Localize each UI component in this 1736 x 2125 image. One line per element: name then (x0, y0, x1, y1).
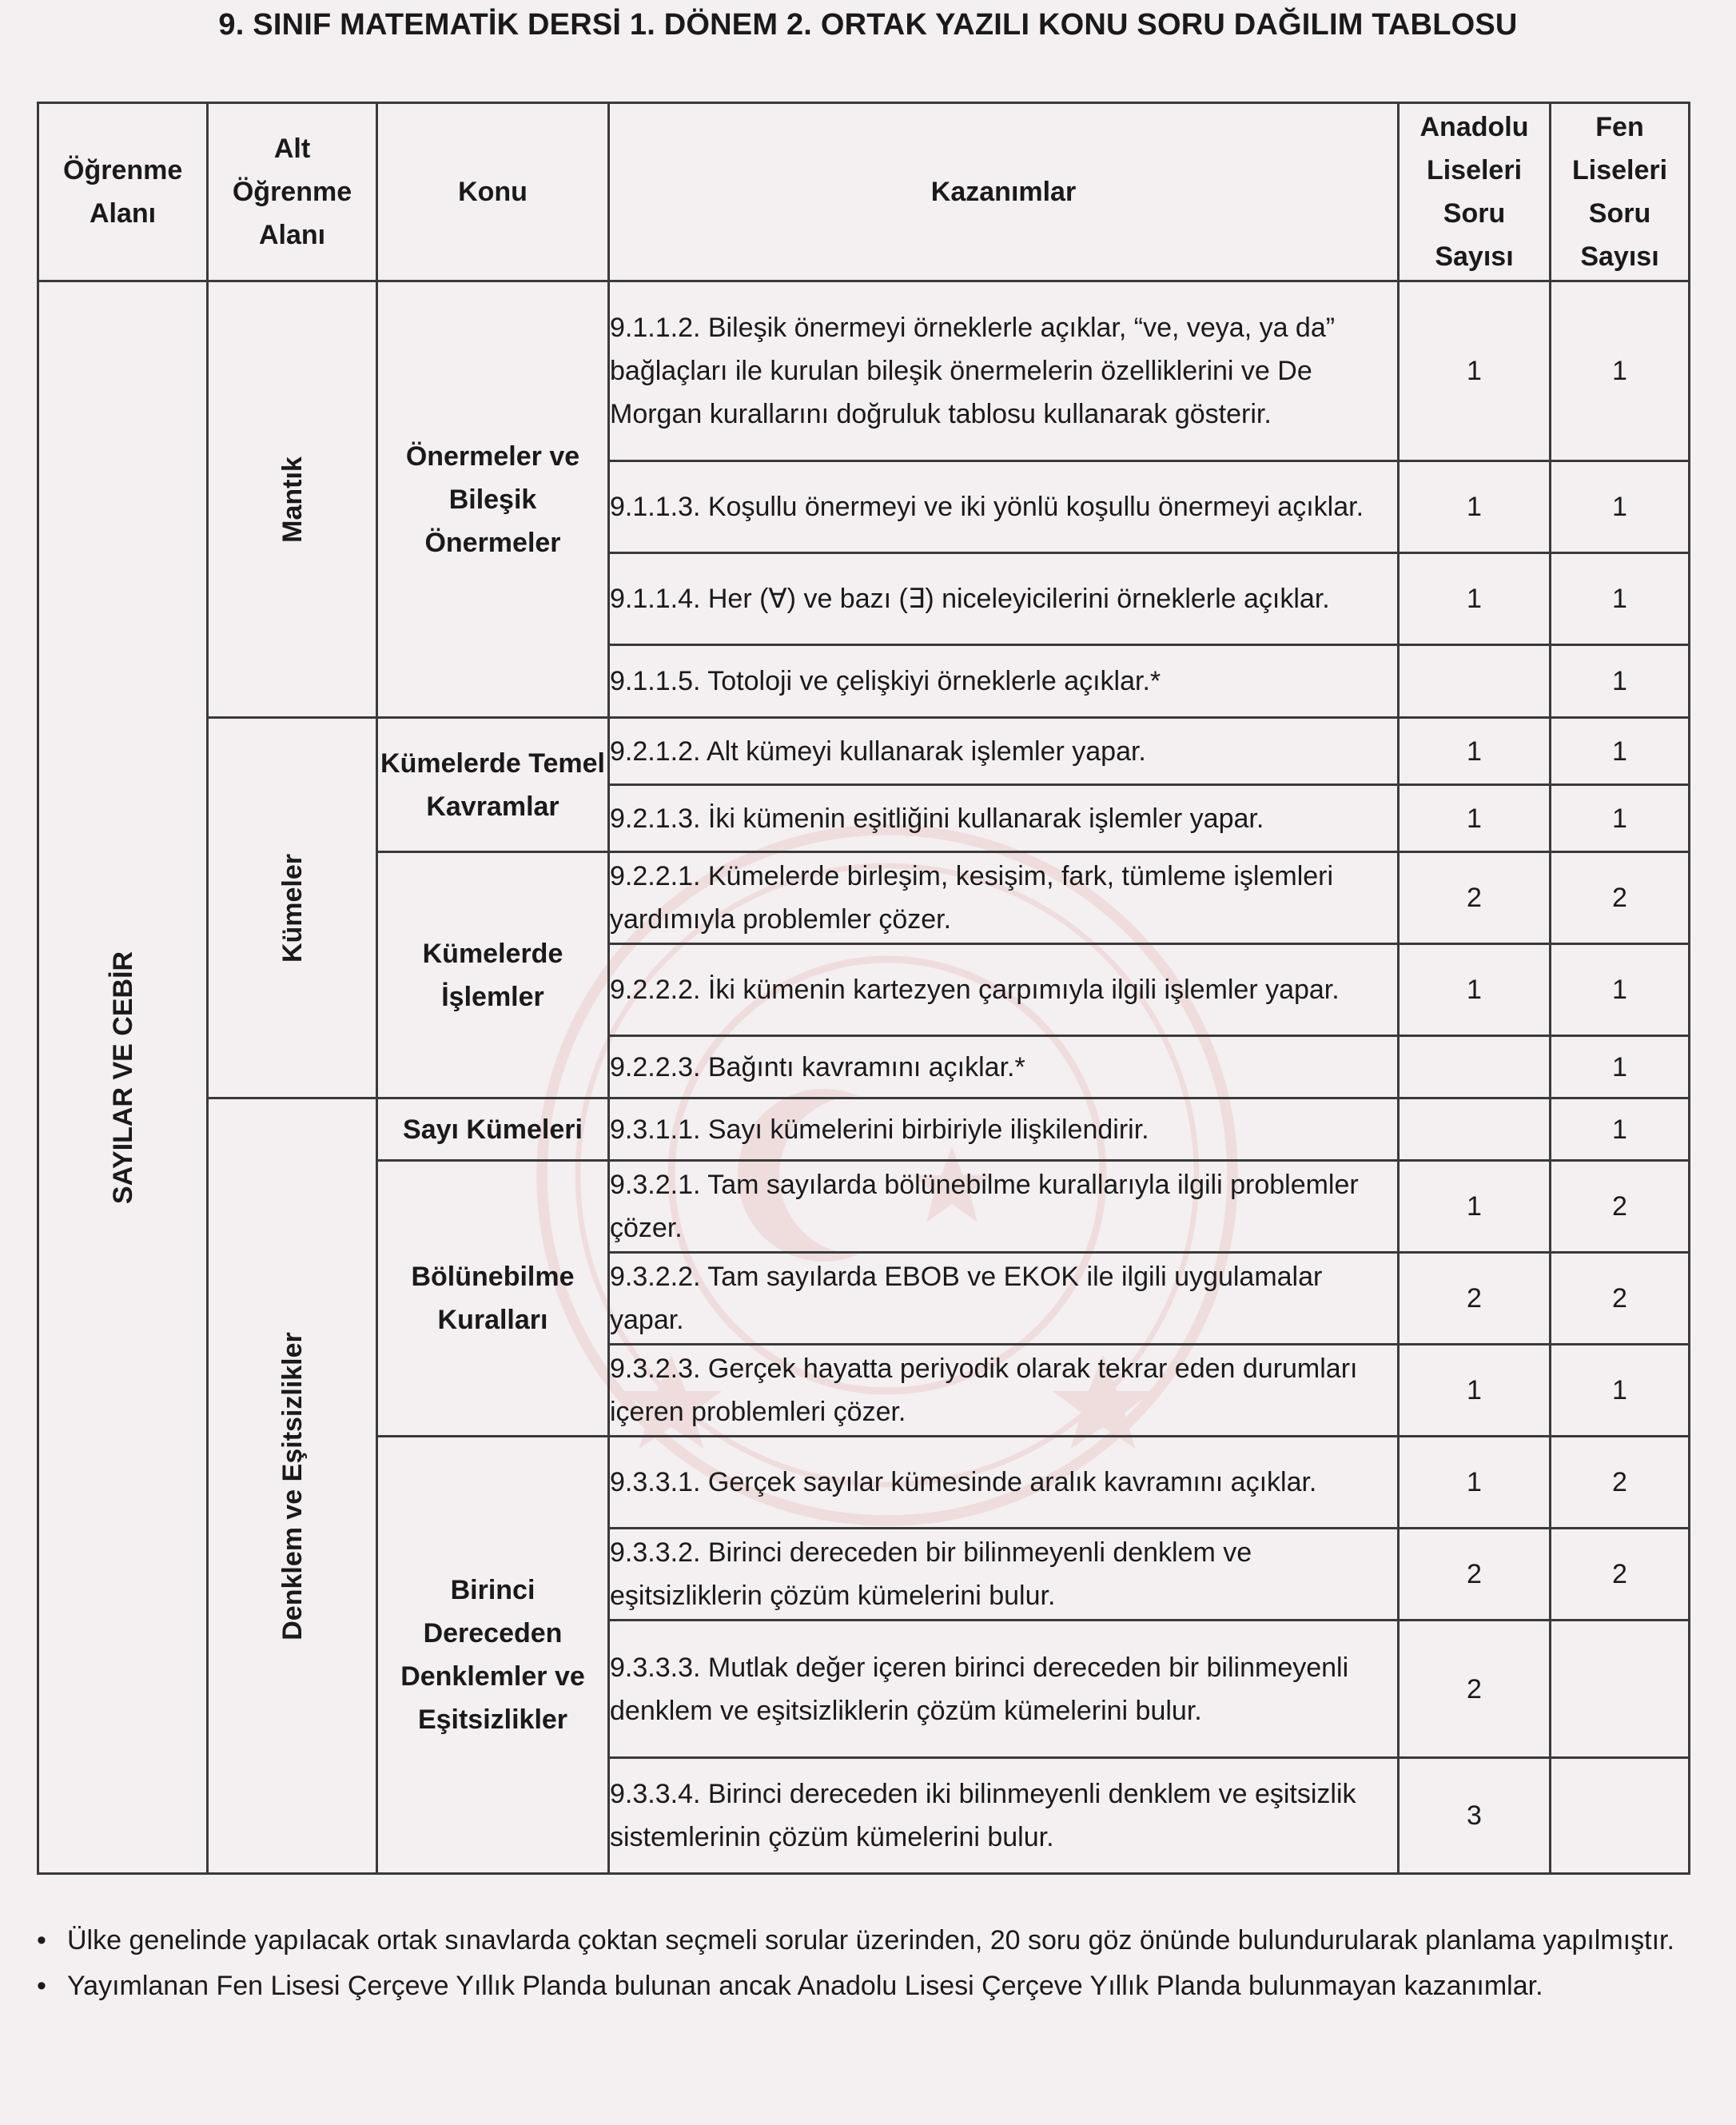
anadolu-count: 2 (1399, 1253, 1551, 1345)
fen-count: 1 (1551, 281, 1690, 461)
anadolu-count (1399, 1036, 1551, 1098)
header-alt-ogrenme-alani: Alt Öğrenme Alanı (208, 103, 377, 281)
anadolu-count: 1 (1399, 281, 1551, 461)
ogrenme-alani-label: SAYILAR VE CEBİR (107, 951, 138, 1204)
fen-count: 2 (1551, 1437, 1690, 1529)
kazanim-cell: 9.3.2.3. Gerçek hayatta periyodik olarak tekrar eden durumları içeren problemleri çözer. (609, 1345, 1399, 1437)
note-item (37, 1964, 1691, 2008)
konu-cell: Bölünebilme Kuralları (377, 1161, 609, 1437)
kazanim-cell: 9.1.1.3. Koşullu önermeyi ve iki yönlü koşullu önermeyi açıklar. (609, 461, 1399, 553)
bullet-icon: • (37, 1925, 46, 1956)
alt-alan-label: Denklem ve Eşitsizlikler (277, 1331, 308, 1641)
anadolu-count: 1 (1399, 553, 1551, 645)
alt-alan-label: Kümeler (277, 853, 308, 963)
kazanim-cell: 9.3.3.1. Gerçek sayılar kümesinde aralık kavramını açıklar. (609, 1437, 1399, 1529)
fen-count: 1 (1551, 1098, 1690, 1161)
kazanim-cell: 9.2.2.2. İki kümenin kartezyen çarpımıyla ilgili işlemler yapar. (609, 944, 1399, 1036)
konu-cell: Sayı Kümeleri (377, 1098, 609, 1161)
fen-count: 2 (1551, 1529, 1690, 1621)
notes-list (37, 1919, 1691, 2010)
header-konu: Konu (377, 103, 609, 281)
table-row (38, 281, 1690, 461)
fen-count: 1 (1551, 718, 1690, 785)
header-ogrenme-alani: Öğrenme Alanı (38, 103, 208, 281)
konu-cell: Kümelerde İşlemler (377, 852, 609, 1098)
anadolu-count: 1 (1399, 785, 1551, 852)
table-header-row (38, 103, 1690, 281)
kazanim-cell: 9.3.3.3. Mutlak değer içeren birinci dereceden bir bilinmeyenli denklem ve eşitsizliklerin çözüm kümelerini bulur. (609, 1621, 1399, 1758)
kazanim-cell: 9.1.1.5. Totoloji ve çelişkiyi örneklerle açıklar.* (609, 645, 1399, 718)
table-row (38, 1098, 1690, 1161)
fen-count: 2 (1551, 1253, 1690, 1345)
header-anadolu: Anadolu Liseleri Soru Sayısı (1399, 103, 1551, 281)
kazanim-cell: 9.3.3.4. Birinci dereceden iki bilinmeyenli denklem ve eşitsizlik sistemlerinin çözüm kümelerini bulur. (609, 1758, 1399, 1874)
kazanim-cell: 9.3.3.2. Birinci dereceden bir bilinmeyenli denklem ve eşitsizliklerin çözüm kümelerini bulur. (609, 1529, 1399, 1621)
bullet-icon: • (37, 1971, 46, 2001)
kazanim-cell: 9.2.1.2. Alt kümeyi kullanarak işlemler yapar. (609, 718, 1399, 785)
fen-count: 1 (1551, 553, 1690, 645)
header-fen: Fen Liseleri Soru Sayısı (1551, 103, 1690, 281)
fen-count: 1 (1551, 645, 1690, 718)
note-text: Ülke genelinde yapılacak ortak sınavlarda çoktan seçmeli sorular üzerinden, 20 soru göz önünde bulundurularak planlama yapılmıştır. (67, 1925, 1674, 1956)
note-item (37, 1919, 1691, 1963)
fen-count (1551, 1621, 1690, 1758)
fen-count: 2 (1551, 852, 1690, 944)
konu-cell: Kümelerde Temel Kavramlar (377, 718, 609, 852)
anadolu-count: 1 (1399, 718, 1551, 785)
anadolu-count: 2 (1399, 852, 1551, 944)
kazanim-cell: 9.3.2.1. Tam sayılarda bölünebilme kurallarıyla ilgili problemler çözer. (609, 1161, 1399, 1253)
fen-count: 2 (1551, 1161, 1690, 1253)
kazanim-cell: 9.3.2.2. Tam sayılarda EBOB ve EKOK ile ilgili uygulamalar yapar. (609, 1253, 1399, 1345)
anadolu-count: 2 (1399, 1529, 1551, 1621)
table-row (38, 718, 1690, 785)
alt-alan-denklem (208, 1098, 377, 1874)
ogrenme-alani-cell (38, 281, 208, 1874)
header-kazanimlar: Kazanımlar (609, 103, 1399, 281)
anadolu-count: 1 (1399, 1161, 1551, 1253)
kazanim-cell: 9.1.1.4. Her (∀) ve bazı (∃) niceleyicilerini örneklerle açıklar. (609, 553, 1399, 645)
alt-alan-kumeler (208, 718, 377, 1098)
fen-count: 1 (1551, 1345, 1690, 1437)
anadolu-count: 3 (1399, 1758, 1551, 1874)
anadolu-count: 1 (1399, 1345, 1551, 1437)
fen-count (1551, 1758, 1690, 1874)
anadolu-count: 1 (1399, 944, 1551, 1036)
fen-count: 1 (1551, 944, 1690, 1036)
anadolu-count (1399, 645, 1551, 718)
page-title: 9. SINIF MATEMATİK DERSİ 1. DÖNEM 2. ORTAK YAZILI KONU SORU DAĞILIM TABLOSU (218, 8, 1518, 42)
fen-count: 1 (1551, 461, 1690, 553)
note-text: Yayımlanan Fen Lisesi Çerçeve Yıllık Planda bulunan ancak Anadolu Lisesi Çerçeve Yıllık Planda bulunmayan kazanımlar. (67, 1971, 1543, 2001)
anadolu-count: 1 (1399, 1437, 1551, 1529)
alt-alan-label: Mantık (277, 456, 308, 543)
konu-cell: Birinci Dereceden Denklemler ve Eşitsizlikler (377, 1437, 609, 1874)
fen-count: 1 (1551, 785, 1690, 852)
anadolu-count: 1 (1399, 461, 1551, 553)
alt-alan-mantik (208, 281, 377, 718)
kazanim-cell: 9.2.1.3. İki kümenin eşitliğini kullanarak işlemler yapar. (609, 785, 1399, 852)
distribution-table (37, 102, 1690, 1875)
kazanim-cell: 9.1.1.2. Bileşik önermeyi örneklerle açıklar, “ve, veya, ya da” bağlaçları ile kurulan bileşik önermelerin özelliklerini ve De Morgan kurallarını doğruluk tablosu kullanarak gösterir. (609, 281, 1399, 461)
kazanim-cell: 9.2.2.1. Kümelerde birleşim, kesişim, fark, tümleme işlemleri yardımıyla problemler çözer. (609, 852, 1399, 944)
anadolu-count: 2 (1399, 1621, 1551, 1758)
fen-count: 1 (1551, 1036, 1690, 1098)
konu-cell: Önermeler ve Bileşik Önermeler (377, 281, 609, 718)
kazanim-cell: 9.3.1.1. Sayı kümelerini birbiriyle ilişkilendirir. (609, 1098, 1399, 1161)
kazanim-cell: 9.2.2.3. Bağıntı kavramını açıklar.* (609, 1036, 1399, 1098)
anadolu-count (1399, 1098, 1551, 1161)
